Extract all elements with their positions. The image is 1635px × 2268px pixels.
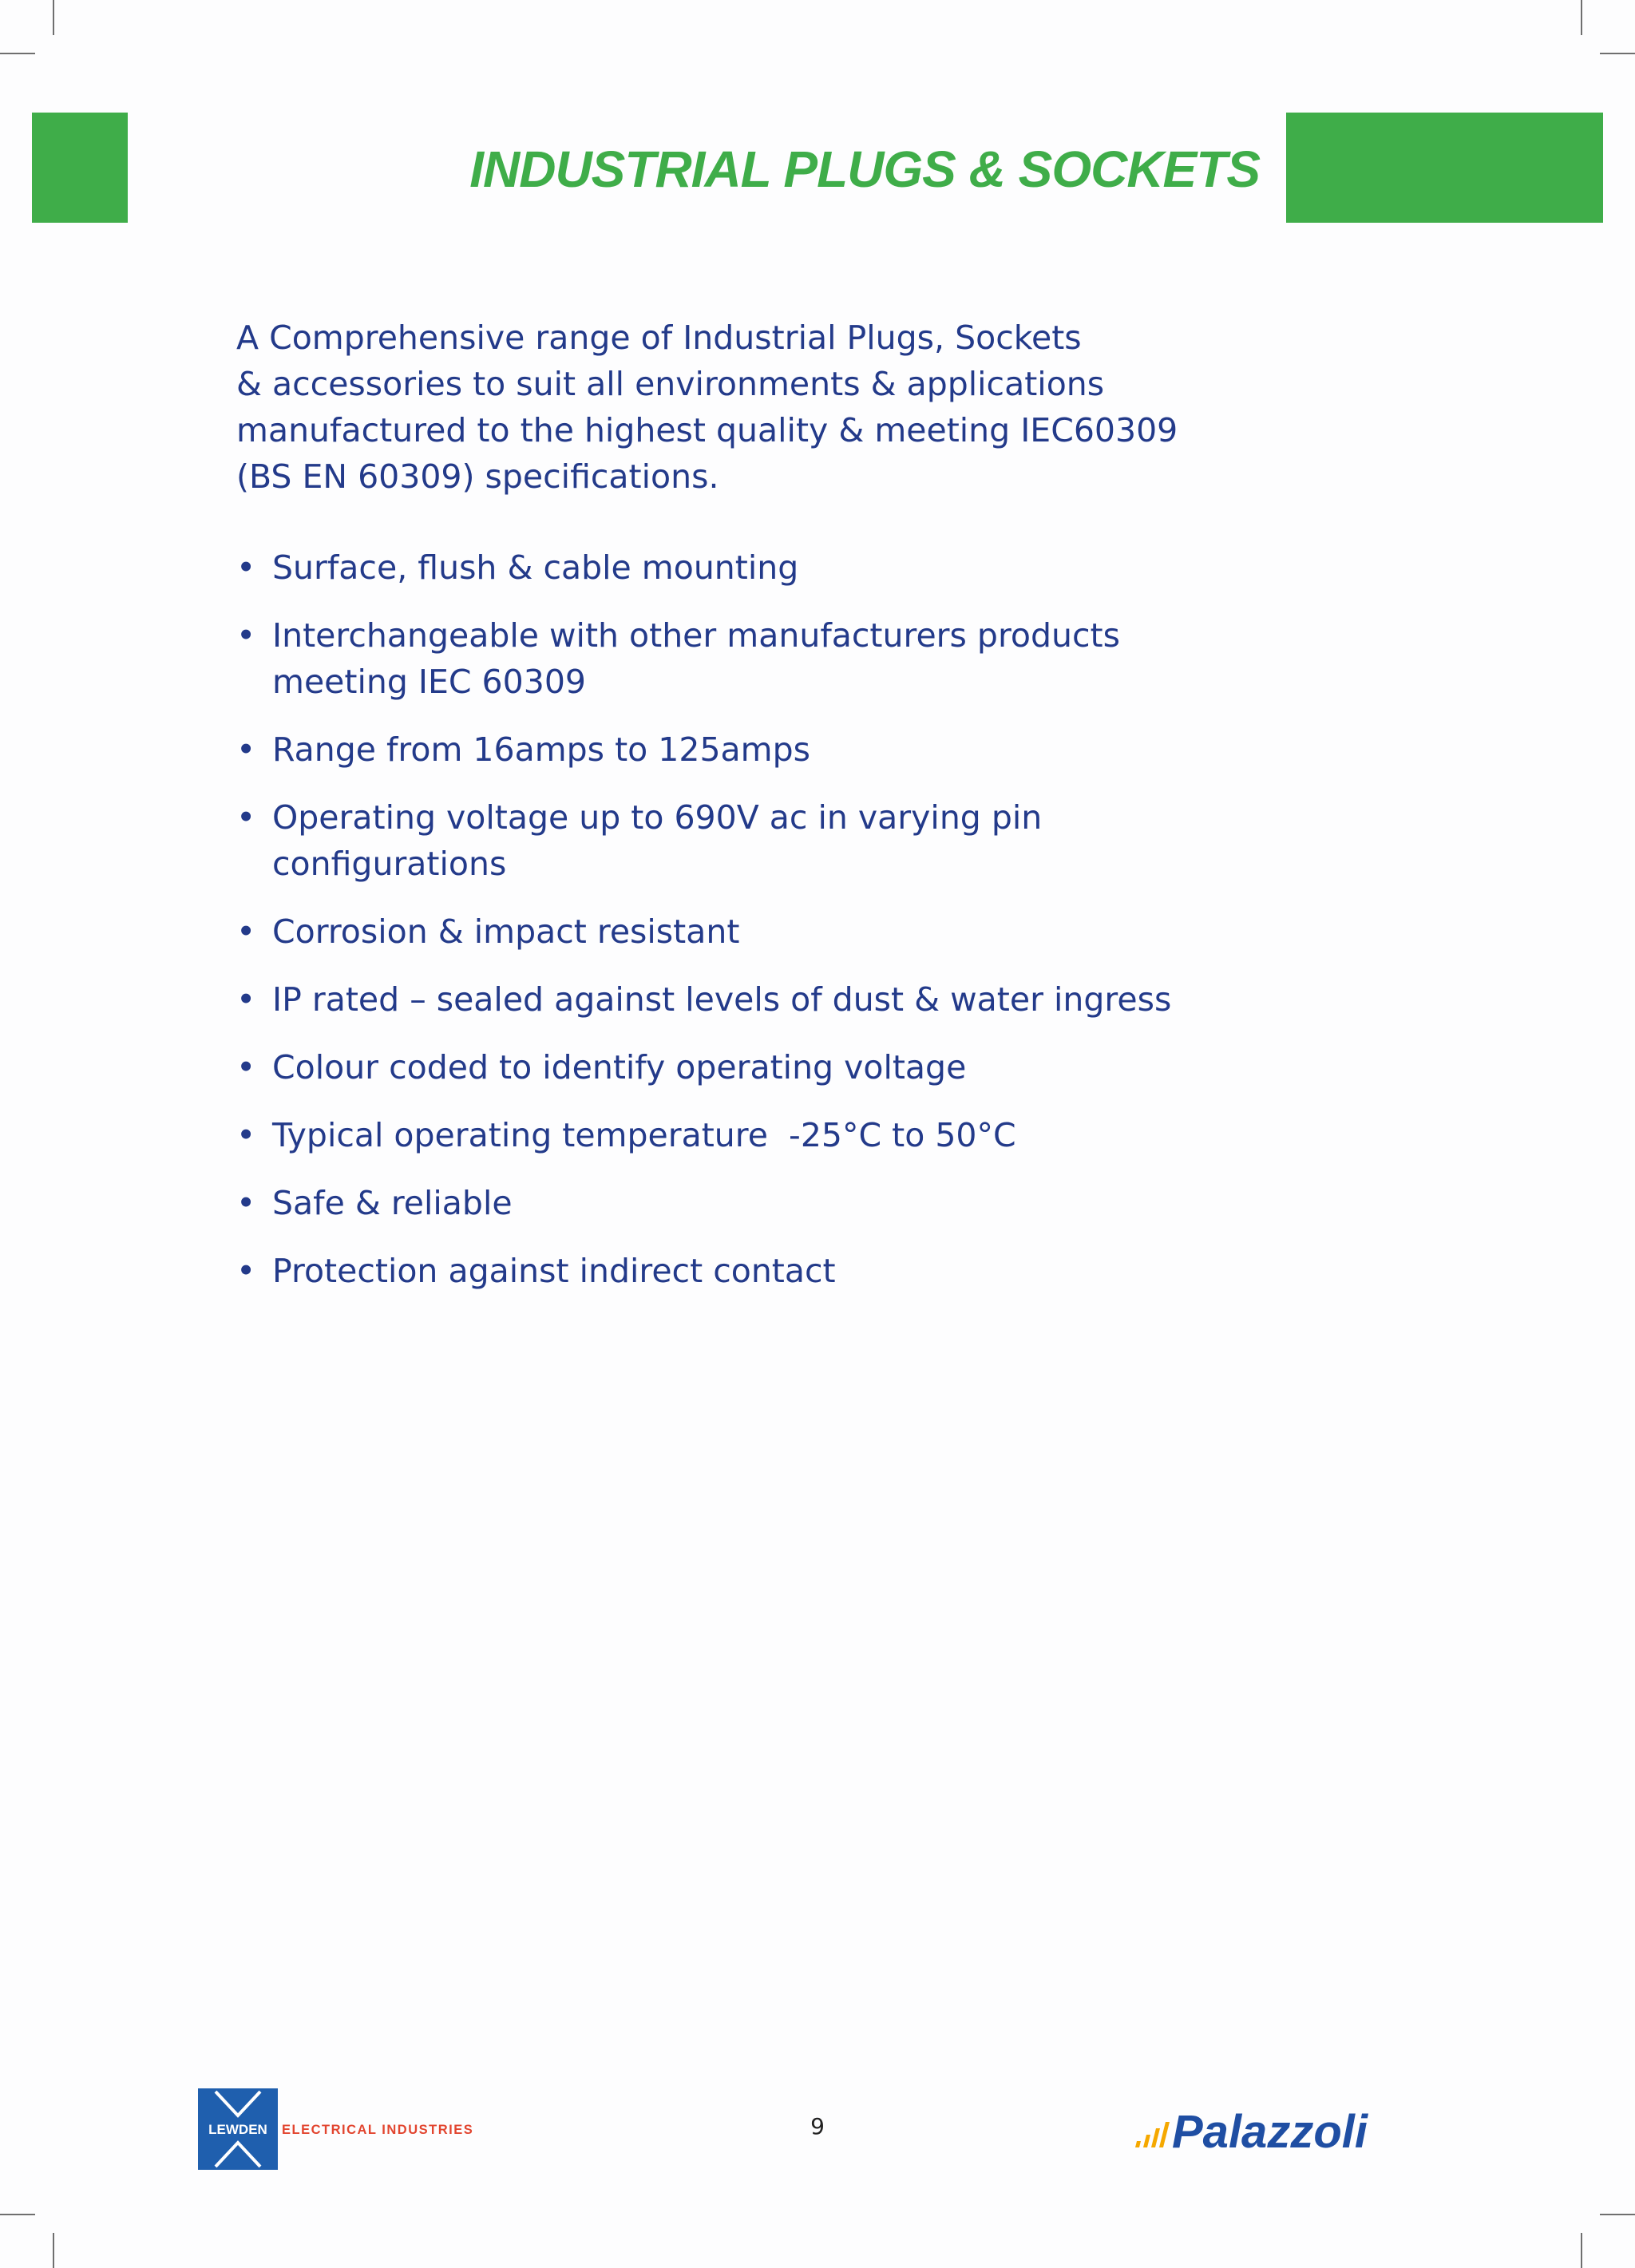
bullet-icon: • (236, 730, 256, 769)
bullet-icon: • (236, 616, 256, 655)
intro-paragraph: A Comprehensive range of Industrial Plugs, Sockets & accessories to suit all environments & applications manufactured to the highest quality & meeting IEC60309 (BS EN 60309) specifications. (236, 319, 1178, 496)
header-accent-bar-left (32, 113, 128, 223)
feature-text: Protection against indirect contact (272, 1252, 836, 1290)
crop-mark (0, 53, 35, 54)
feature-item (236, 976, 1274, 1023)
feature-item (236, 1180, 1274, 1226)
feature-text: Corrosion & impact resistant (272, 912, 740, 951)
feature-text: Typical operating temperature -25°C to 50°C (272, 1116, 1016, 1154)
palazzoli-logo-text: Palazzoli (1172, 2106, 1368, 2155)
feature-text: Operating voltage up to 690V ac in varying pin configurations (272, 798, 1043, 883)
feature-text: Safe & reliable (272, 1184, 513, 1222)
feature-item (236, 726, 1274, 773)
page-number: 9 (810, 2113, 825, 2139)
bullet-icon: • (236, 1048, 256, 1087)
feature-text: Surface, flush & cable mounting (272, 548, 799, 587)
bullet-icon: • (236, 980, 256, 1019)
feature-item (236, 612, 1274, 705)
crop-mark (1600, 53, 1635, 54)
feature-list (236, 544, 1274, 1316)
signal-bars-icon (1135, 2122, 1170, 2147)
crop-mark (1581, 2233, 1582, 2268)
feature-text: IP rated – sealed against levels of dust & water ingress (272, 980, 1172, 1019)
feature-item (236, 908, 1274, 955)
lewden-logo-name: LEWDEN (208, 2122, 267, 2137)
crop-mark (53, 0, 54, 35)
bullet-icon: • (236, 1184, 256, 1222)
feature-text: Colour coded to identify operating voltage (272, 1048, 967, 1087)
bullet-icon: • (236, 798, 256, 837)
crop-mark (1600, 2214, 1635, 2215)
crop-mark (0, 2214, 35, 2215)
feature-item (236, 1248, 1274, 1294)
crop-mark (53, 2233, 54, 2268)
feature-item (236, 1112, 1274, 1158)
bullet-icon: • (236, 1116, 256, 1154)
feature-item (236, 1044, 1274, 1090)
lewden-logo (198, 2088, 533, 2170)
bullet-icon: • (236, 912, 256, 951)
bullet-icon: • (236, 1252, 256, 1290)
feature-text: Range from 16amps to 125amps (272, 730, 810, 769)
bullet-icon: • (236, 548, 256, 587)
page-title: INDUSTRIAL PLUGS & SOCKETS (469, 141, 1260, 198)
feature-text: Interchangeable with other manufacturers products meeting IEC 60309 (272, 616, 1120, 701)
header-accent-bar-right (1286, 113, 1603, 223)
feature-item (236, 544, 1274, 591)
feature-item (236, 794, 1274, 887)
lewden-logo-tagline: ELECTRICAL INDUSTRIES (282, 2123, 474, 2137)
palazzoli-logo (1132, 2100, 1443, 2155)
crop-mark (1581, 0, 1582, 35)
